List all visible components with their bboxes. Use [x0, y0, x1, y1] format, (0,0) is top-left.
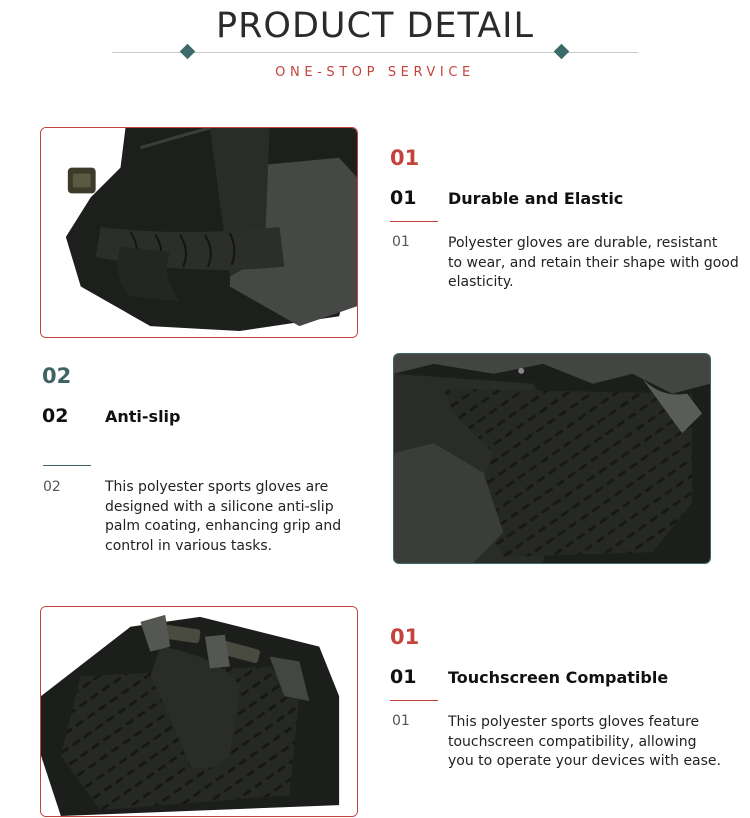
description-line: control in various tasks. — [105, 537, 273, 554]
page-title: PRODUCT DETAIL — [216, 6, 534, 46]
feature-2-number: 02 — [42, 364, 72, 388]
feature-2-image — [393, 353, 711, 564]
feature-2-description — [105, 478, 341, 556]
feature-1-image — [40, 127, 358, 338]
description-line: This polyester sports gloves feature — [448, 714, 700, 730]
feature-3-number: 01 — [390, 625, 420, 649]
description-line: designed with a silicone anti-slip — [105, 498, 334, 515]
feature-3-title: Touchscreen Compatible — [448, 668, 669, 687]
feature-3-index: 01 — [392, 713, 410, 729]
feature-3-rule — [390, 700, 438, 701]
description-line: touchscreen compatibility, allowing — [448, 733, 697, 750]
feature-1-description — [448, 234, 739, 293]
feature-2-number-label: 02 — [42, 405, 69, 427]
diamond-left-icon — [180, 44, 196, 60]
feature-2-rule — [43, 465, 91, 466]
feature-1-index: 01 — [392, 234, 410, 250]
feature-1-number: 01 — [390, 146, 420, 170]
feature-1-title: Durable and Elastic — [448, 189, 624, 208]
diamond-right-icon — [554, 44, 570, 60]
feature-1-number-label: 01 — [390, 187, 417, 209]
description-line: palm coating, enhancing grip and — [105, 518, 342, 534]
description-line: This polyester sports gloves are — [105, 479, 329, 495]
page-subtitle: ONE-STOP SERVICE — [275, 65, 475, 80]
description-line: you to operate your devices with ease. — [448, 753, 721, 769]
feature-3-number-label: 01 — [390, 666, 417, 688]
feature-2-index: 02 — [43, 479, 61, 495]
feature-1-rule — [390, 221, 438, 222]
feature-3-description — [448, 713, 721, 772]
description-line: Polyester gloves are durable, resistant — [448, 235, 718, 251]
description-line: to wear, and retain their shape with good — [448, 254, 739, 271]
description-line: elasticity. — [448, 274, 514, 290]
feature-2-title: Anti-slip — [105, 407, 181, 426]
feature-3-image — [40, 606, 358, 817]
